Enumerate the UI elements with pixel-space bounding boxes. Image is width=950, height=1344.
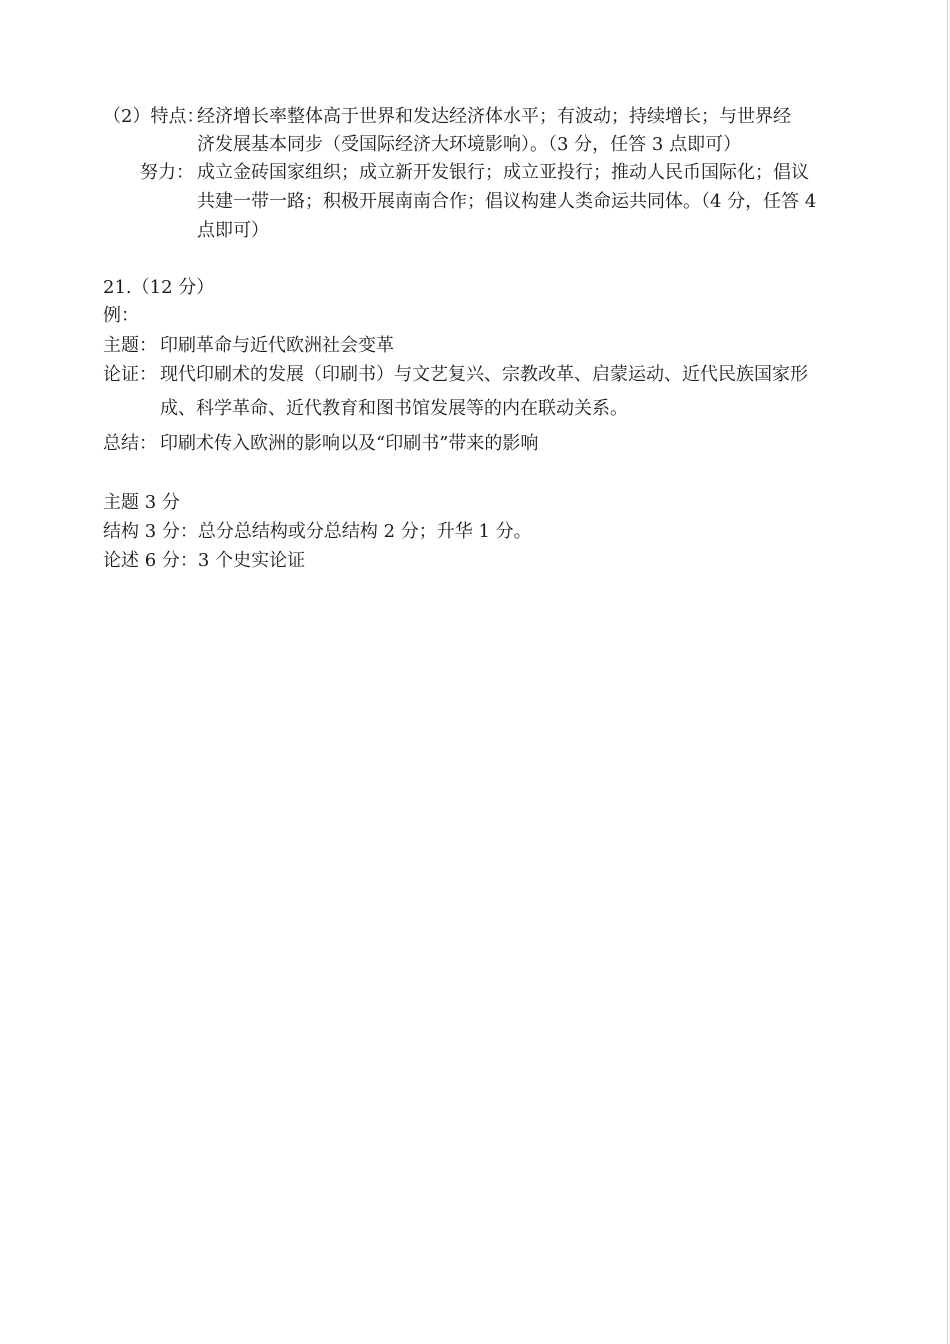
q20-part2-features-label: （2）特点： — [103, 106, 205, 127]
q20-part2-features-line2: 济发展基本同步（受国际经济大环境影响）。（3 分，任答 3 点即可） — [197, 134, 742, 155]
q20-part2-efforts-label: 努力： — [140, 162, 194, 183]
scoring-structure: 结构 3 分：总分总结构或分总结构 2 分；升华 1 分。 — [103, 521, 532, 542]
q21-example-label: 例： — [103, 305, 139, 326]
q20-part2-efforts-line2: 共建一带一路；积极开展南南合作；倡议构建人类命运共同体。（4 分，任答 4 — [197, 191, 817, 212]
scoring-argument: 论述 6 分：3 个史实论证 — [103, 550, 306, 571]
q21-heading: 21.（12 分） — [103, 277, 215, 298]
q21-argument-line1: 现代印刷术的发展（印刷书）与文艺复兴、宗教改革、启蒙运动、近代民族国家形 — [160, 364, 808, 385]
scoring-theme: 主题 3 分 — [103, 492, 180, 513]
q20-part2-features-line1: 经济增长率整体高于世界和发达经济体水平；有波动；持续增长；与世界经 — [197, 106, 791, 127]
q21-argument-label: 论证： — [103, 364, 157, 385]
q20-part2-efforts-line1: 成立金砖国家组织；成立新开发银行；成立亚投行；推动人民币国际化；倡议 — [197, 162, 809, 183]
q20-part2-efforts-line3: 点即可） — [197, 220, 269, 241]
q21-summary-label: 总结： — [103, 433, 157, 454]
q21-theme-label: 主题： — [103, 335, 157, 356]
scan-edge-line — [947, 0, 948, 1344]
q21-summary-text: 印刷术传入欧洲的影响以及“印刷书”带来的影响 — [160, 433, 539, 454]
q21-theme-text: 印刷革命与近代欧洲社会变革 — [160, 335, 394, 356]
q21-argument-line2: 成、科学革命、近代教育和图书馆发展等的内在联动关系。 — [160, 398, 628, 419]
